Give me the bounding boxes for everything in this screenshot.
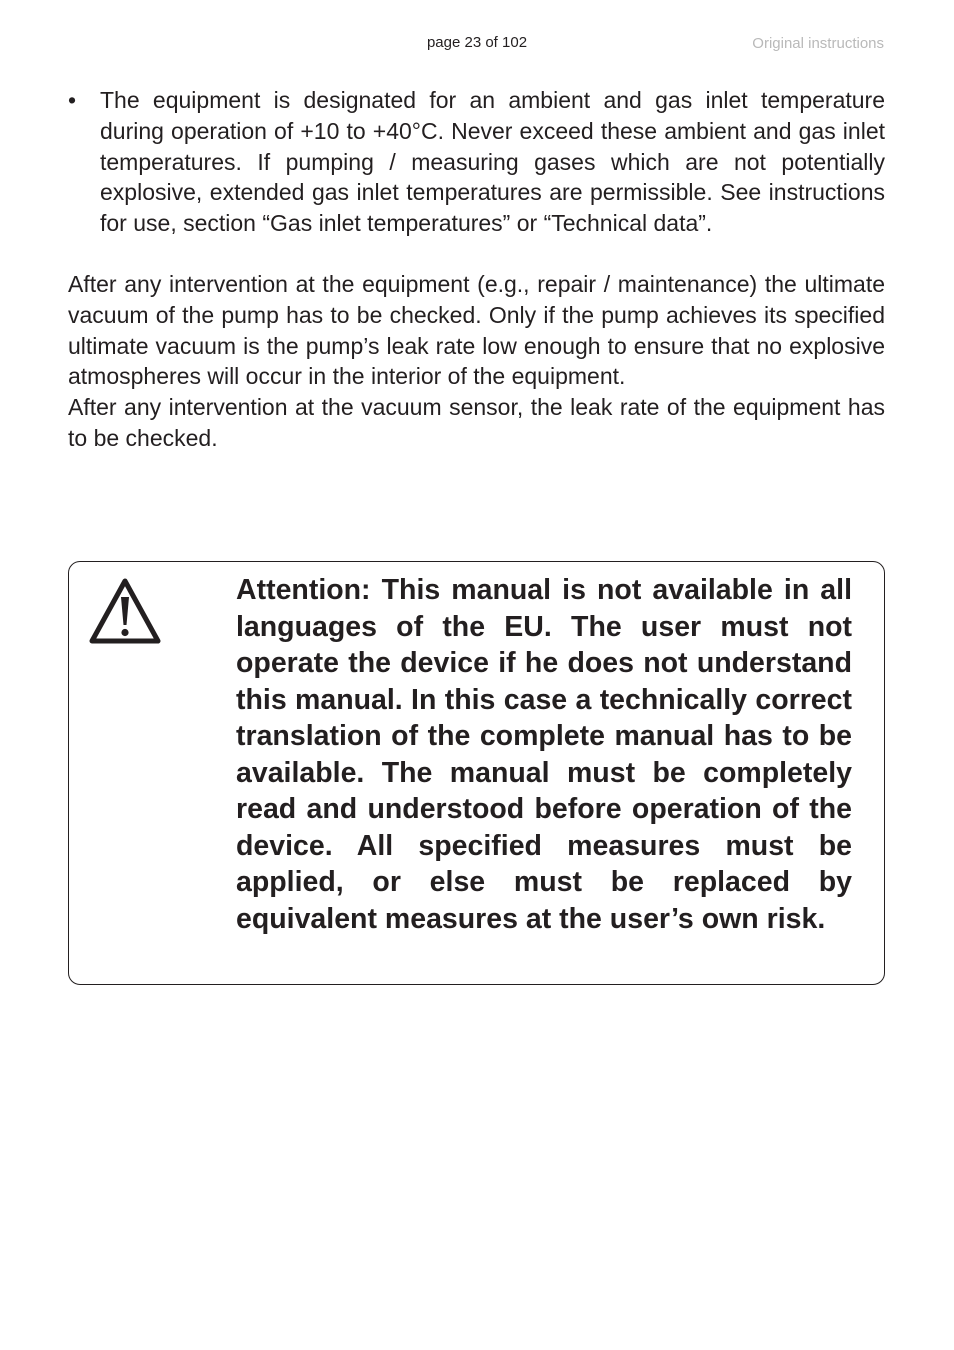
warning-triangle-icon: [87, 575, 163, 647]
paragraph-leak-rate: After any intervention at the vacuum sensor, the leak rate of the equipment has to be checked.: [68, 394, 885, 451]
document-type-label: Original instructions: [752, 35, 884, 52]
paragraph-ultimate-vacuum: After any intervention at the equipment (e.g., repair / maintenance) the ultimate vacuum of the pump has to be checked. Only if the pump achieves its specified ultimate vacuum is the pump’s leak rate low enough to ensure that no explosive atmospheres will occur in the interior of the equipment.: [68, 270, 885, 390]
bullet-mark: •: [68, 87, 77, 113]
main-content: [68, 85, 885, 454]
bullet-text: The equipment is designated for an ambient and gas inlet temperature during operation of +10 to +40°C. Never exceed these ambient and gas inlet temperatures. If pumping / measuring gases which are not potentially explosive, extended gas inlet temperatures are permissible. See instructions for use, section “Gas inlet temperatures” or “Technical data”.: [100, 87, 885, 237]
page-number: page 23 of 102: [426, 34, 528, 51]
bullet-item: [68, 85, 885, 239]
warning-box: [68, 561, 885, 985]
warning-text: Attention: This manual is not available in all languages of the EU. The user must not operate the device if he does not understand this manual. In this case a technically correct translation of the complete manual has to be available. The manual must be completely read and understood before operation of the device. All specified measures must be applied, or else must be replaced by equivalent measures at the user’s own risk.: [236, 574, 852, 935]
